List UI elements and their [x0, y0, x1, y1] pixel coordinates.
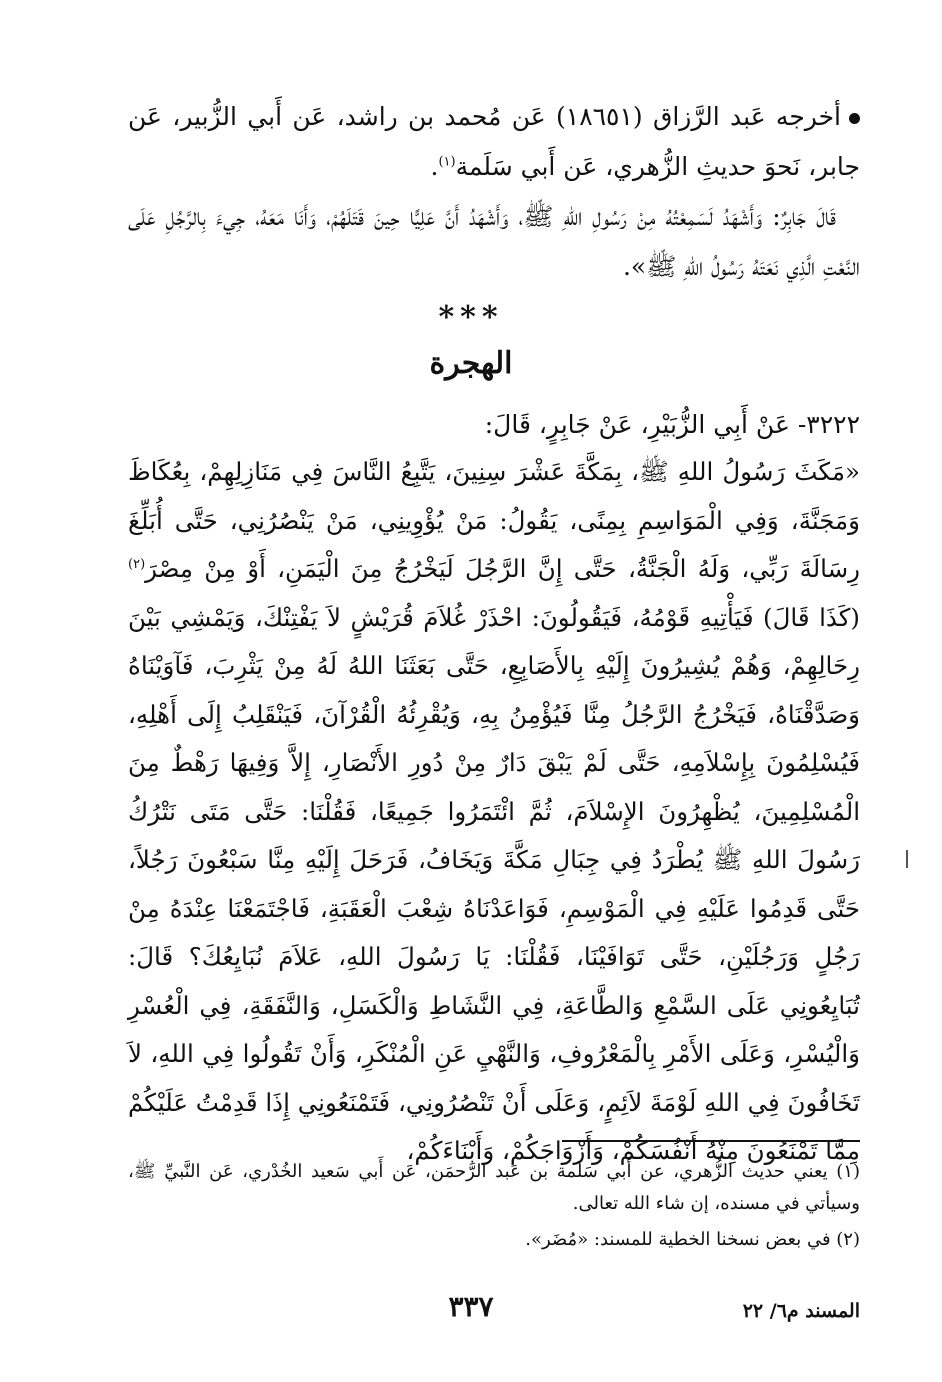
hadith-body: [128, 448, 860, 1176]
intro-text-1: أخرجه عَبد الرَّزاق (١٨٦٥١) عَن مُحمد بن راشد، عَن أَبي الزُّبير، عَن جابر، نَحوَ حديثِ الزُّهري، عَن أَبي سَلَمة: [128, 102, 860, 181]
hadith-text-part-2: (كَذَا قَالَ) فَيَأْتِيهِ قَوْمُهُ، فَيَقُولُونَ: احْذَرْ غُلاَمَ قُرَيْشٍ لاَ يَفْتِنْكَ، وَيَمْشِي بَيْنَ رِحَالِهِمْ، وَهُمْ يُشِيرُونَ إِلَيْهِ بِالأَصَابِعِ، حَتَّى بَعَثَنَا اللهُ لَهُ مِنْ يَثْرِبَ، فَآوَيْنَاهُ وَصَدَّقْنَاهُ، فَيَخْرُجُ الرَّجُلُ مِنَّا فَيُؤْمِنُ بِهِ، وَيُقْرِئُهُ الْقُرْآنَ، فَيَنْقَلِبُ إِلَى أَهْلِهِ، فَيُسْلِمُونَ بِإِسْلاَمِهِ، حَتَّى لَمْ يَبْقَ دَارٌ مِنْ دُورِ الأَنْصَارِ، إِلاَّ وَفِيهَا رَهْطٌ مِنَ الْمُسْلِمِينَ، يُظْهِرُونَ الإِسْلاَمَ، ثُمَّ ائْتَمَرُوا جَمِيعًا، فَقُلْنَا: حَتَّى مَتَى نَتْرُكُ رَسُولَ اللهِ ﷺ يُطْرَدُ فِي جِبَالِ مَكَّةَ وَيَخَافُ، فَرَحَلَ إِلَيْهِ مِنَّا سَبْعُونَ رَجُلاً، حَتَّى قَدِمُوا عَلَيْهِ فِي الْمَوْسِمِ، فَوَاعَدْنَاهُ شِعْبَ الْعَقَبَةِ، فَاجْتَمَعْنَا عِنْدَهُ مِنْ رَجُلٍ وَرَجُلَيْنِ، حَتَّى تَوَافَيْنَا، فَقُلْنَا: يَا رَسُولَ اللهِ، عَلاَمَ نُبَايِعُكَ؟ قَالَ: تُبَايِعُونِي عَلَى السَّمْعِ وَالطَّاعَةِ، فِي النَّشَاطِ وَالْكَسَلِ، وَالنَّفَقَةِ، فِي الْعُسْرِ وَالْيُسْرِ، وَعَلَى الأَمْرِ بِالْمَعْرُوفِ، وَالنَّهْيِ عَنِ الْمُنْكَرِ، وَأَنْ تَقُولُوا فِي اللهِ، لاَ تَخَافُونَ فِي اللهِ لَوْمَةَ لاَئِمٍ، وَعَلَى أَنْ تَنْصُرُونِي، فَتَمْنَعُونِي إِذَا قَدِمْتُ عَلَيْكُمْ مِمَّا تَمْنَعُونَ مِنْهُ أَنْفُسَكُمْ، وَأَزْوَاجَكُمْ، وَأَبْنَاءَكُمْ،: [128, 602, 860, 1165]
hadith-heading: ٣٢٢٢- عَنْ أَبِي الزُّبَيْرِ، عَنْ جَابِرٍ، قَالَ:: [484, 410, 860, 439]
section-separator: ***: [438, 300, 504, 335]
section-title: الهجرة: [429, 346, 513, 381]
footnotes: [128, 1156, 860, 1260]
intro-paragraph-2: قَالَ جَابِرٌ: وَأَشْهَدُ لَسَمِعْتُهُ مِنْ رَسُولِ اللهِ ﷺ، وَأَشْهَدُ أَنَّ عَلِيًّا حِينَ قَتَلَهُمْ، وَأَنَا مَعَهُ، جِيءَ بِالرَّجُلِ عَلَى النَّعْتِ الَّذِي نَعَتَهُ رَسُولُ اللهِ ﷺ».: [128, 202, 860, 281]
hadith-text-part-1: «مَكَثَ رَسُولُ اللهِ ﷺ، بِمَكَّةَ عَشْرَ سِنِينَ، يَتَّبِعُ النَّاسَ فِي مَنَازِلِهِمْ، بِعُكَاظَ وَمَجَنَّةَ، وَفِي الْمَوَاسِمِ بِمِنًى، يَقُولُ: مَنْ يُؤْوِينِي، مَنْ يَنْصُرُنِي، حَتَّى أُبَلِّغَ رِسَالَةَ رَبِّي، وَلَهُ الْجَنَّةُ، حَتَّى إِنَّ الرَّجُلَ لَيَخْرُجُ مِنَ الْيَمَنِ، أَوْ مِنْ مِصْرَ: [128, 457, 860, 583]
intro-section: [128, 92, 860, 292]
footnote-divider: [562, 1140, 860, 1142]
hadith-text: [128, 448, 860, 1176]
bullet-icon: [849, 113, 860, 124]
footnote-marker-2: (٢): [128, 556, 146, 572]
footnote-2: (٢) في بعض نسخنا الخطية للمسند: «مُضَر».: [525, 1229, 860, 1250]
intro-paragraph-1: أخرجه عَبد الرَّزاق (١٨٦٥١) عَن مُحمد بن راشد، عَن أَبي الزُّبير، عَن جابر، نَحوَ حديثِ الزُّهري، عَن أَبي سَلَمة$^{(١)}$.: [128, 102, 860, 181]
footnote-marker-1: (١): [438, 154, 456, 170]
footnote-1: (١) يعني حديث الزُّهري، عن أَبي سَلَمة بن عَبد الرَّحمَن، عَن أَبي سَعيد الخُدْري، عَن النَّبيِّ ﷺ، وسيأتي في مسنده، إن شاء الله تعالى.: [128, 1161, 860, 1214]
page-number: ٣٣٧: [448, 1290, 494, 1323]
margin-mark: [906, 850, 908, 868]
footer-reference: المسند م٦/ ٢٢: [742, 1300, 860, 1322]
